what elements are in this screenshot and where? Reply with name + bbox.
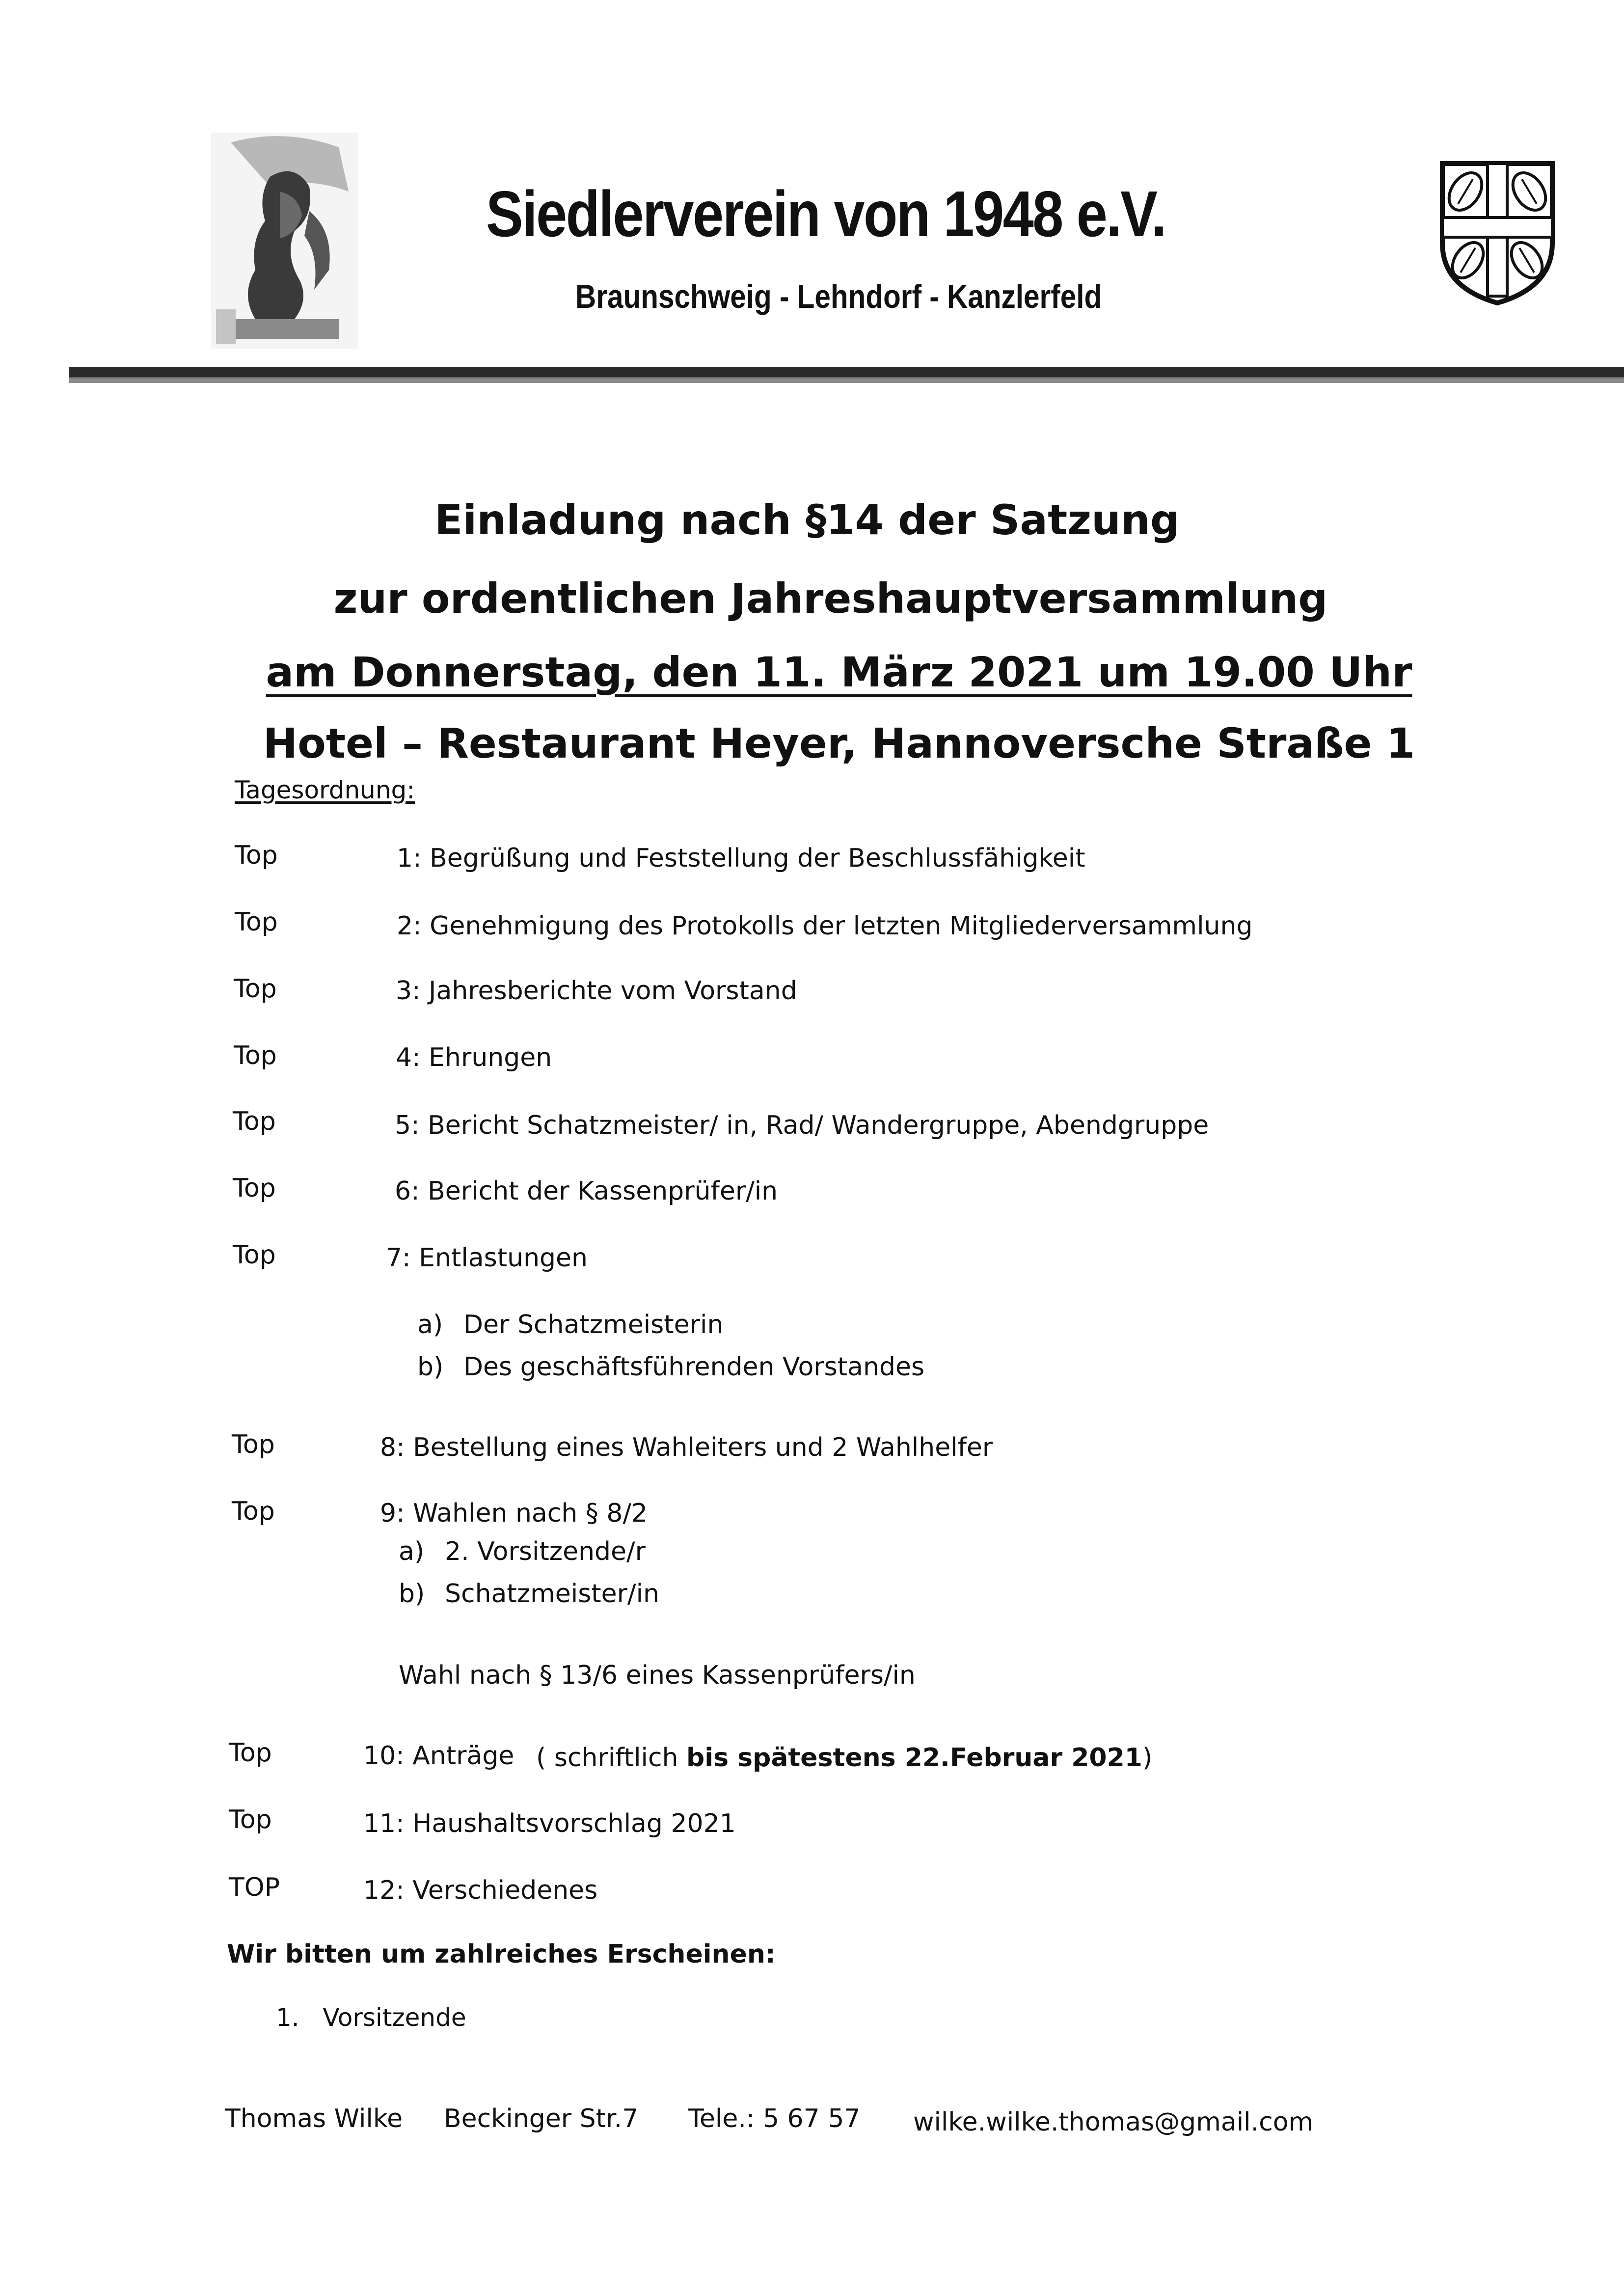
club-name: Siedlerverein von 1948 e.V. bbox=[486, 178, 1165, 250]
signature-title: Vorsitzende bbox=[323, 2003, 466, 2032]
agenda-item: 4: Ehrungen bbox=[396, 1043, 552, 1072]
agenda-item: 12: Verschiedenes bbox=[363, 1876, 598, 1905]
signature-role bbox=[276, 2003, 466, 2032]
sub-marker: a) bbox=[399, 1537, 425, 1566]
agenda-item: 1: Begrüßung und Feststellung der Beschlussfähigkeit bbox=[397, 844, 1085, 873]
sub-item: Der Schatzmeisterin bbox=[463, 1310, 724, 1339]
agenda-label: Top bbox=[234, 1041, 277, 1070]
contact-phone: Tele.: 5 67 57 bbox=[688, 2104, 861, 2133]
agenda-item: 6: Bericht der Kassenprüfer/in bbox=[395, 1176, 778, 1206]
contact-address: Beckinger Str.7 bbox=[444, 2104, 639, 2133]
sub-marker: b) bbox=[399, 1579, 425, 1609]
agenda-label: Top bbox=[233, 1240, 276, 1270]
contact-name: Thomas Wilke bbox=[225, 2104, 403, 2133]
agenda-note: Wahl nach § 13/6 eines Kassenprüfers/in bbox=[399, 1661, 916, 1690]
agenda-heading: Tagesordnung: bbox=[235, 776, 415, 804]
club-location: Braunschweig - Lehndorf - Kanzlerfeld bbox=[575, 278, 1102, 315]
agenda-label: Top bbox=[233, 1174, 276, 1203]
sub-item: 2. Vorsitzende/r bbox=[445, 1537, 646, 1566]
contact-email: wilke.wilke.thomas@gmail.com bbox=[913, 2107, 1314, 2137]
agenda-item: 3: Jahresberichte vom Vorstand bbox=[396, 976, 797, 1006]
coat-of-arms bbox=[1438, 160, 1556, 307]
invitation-subtitle: zur ordentlichen Jahreshauptversammlung bbox=[333, 574, 1328, 623]
agenda-item: 7: Entlastungen bbox=[386, 1243, 588, 1273]
agenda-label: Top bbox=[232, 1497, 275, 1526]
invitation-title: Einladung nach §14 der Satzung bbox=[434, 496, 1180, 544]
agenda-label: Top bbox=[235, 841, 278, 870]
agenda-item-note bbox=[536, 1743, 1152, 1773]
sub-item: Schatzmeister/in bbox=[445, 1579, 659, 1609]
sub-item: Des geschäftsführenden Vorstandes bbox=[463, 1352, 925, 1382]
agenda-item: 5: Bericht Schatzmeister/ in, Rad/ Wandergruppe, Abendgruppe bbox=[395, 1111, 1209, 1140]
header-rule-shadow bbox=[69, 378, 1624, 383]
agenda-item: 11: Haushaltsvorschlag 2021 bbox=[363, 1809, 736, 1838]
closing-request: Wir bitten um zahlreiches Erscheinen: bbox=[227, 1940, 776, 1969]
agenda-label: Top bbox=[232, 1430, 275, 1459]
sub-marker: a) bbox=[417, 1310, 443, 1339]
deadline-date: bis spätestens 22.Februar 2021 bbox=[686, 1743, 1142, 1773]
agenda-label: Top bbox=[229, 1738, 272, 1768]
agenda-label: Top bbox=[229, 1805, 272, 1834]
header-rule bbox=[69, 367, 1624, 378]
agenda-label: TOP bbox=[229, 1873, 280, 1902]
agenda-label: Top bbox=[235, 907, 278, 937]
meeting-venue: Hotel – Restaurant Heyer, Hannoversche Straße 1 bbox=[263, 719, 1415, 767]
meeting-date: am Donnerstag, den 11. März 2021 um 19.00 Uhr bbox=[266, 648, 1412, 696]
agenda-item: 10: Anträge bbox=[363, 1741, 514, 1771]
agenda-item: 2: Genehmigung des Protokolls der letzten Mitgliederversammlung bbox=[397, 911, 1253, 941]
sub-marker: b) bbox=[417, 1352, 444, 1382]
agenda-label: Top bbox=[233, 1107, 276, 1136]
statue-logo bbox=[211, 133, 358, 349]
agenda-item: 8: Bestellung eines Wahleiters und 2 Wahlhelfer bbox=[380, 1433, 993, 1462]
agenda-item: 9: Wahlen nach § 8/2 bbox=[380, 1499, 648, 1528]
signature-number: 1. bbox=[276, 2003, 299, 2032]
deadline-prefix: ( schriftlich bbox=[536, 1743, 687, 1773]
deadline-suffix: ) bbox=[1142, 1743, 1153, 1773]
agenda-label: Top bbox=[234, 974, 277, 1004]
